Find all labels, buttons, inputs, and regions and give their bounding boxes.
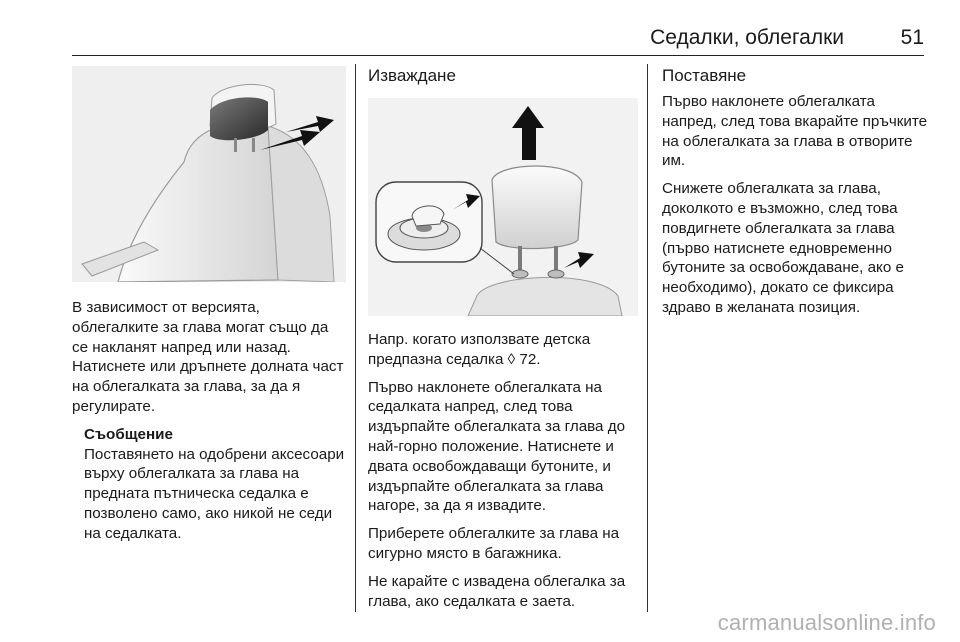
watermark-text: carmanualsonline.info xyxy=(717,610,936,635)
body-paragraph: Първо наклонете облегалката напред, след това вкарайте пръчките на облегалката за глава в отворите им. xyxy=(662,93,928,170)
section-heading-removal: Изваждане xyxy=(368,66,456,85)
column-3 xyxy=(662,62,932,326)
page-header xyxy=(72,22,924,54)
body-paragraph: Не карайте с извадена облегалка за глава, ако седалката е заета. xyxy=(368,572,626,610)
section-title: Седалки, облегалки xyxy=(650,26,844,49)
column-2 xyxy=(368,62,638,619)
header-rule xyxy=(72,55,924,56)
headrest-tilt-illustration xyxy=(72,66,346,282)
column-divider-2 xyxy=(647,64,648,612)
body-paragraph: Приберете облегалките за глава на сигурно място в багажника. xyxy=(368,525,620,562)
notice-title: Съобщение xyxy=(84,425,173,443)
body-paragraph: Първо наклонете облегалката на седалката напред, след това издърпайте облегалката за глава до най-горно положение. Натиснете и двата освобождаващи бутоните, и издърпайте облегалката за глава нагоре, за да я извадите. xyxy=(368,378,626,515)
body-paragraph: Снижете облегалката за глава, доколкото е възможно, след това повдигнете облегалката за глава (първо натиснете едновременно бутоните за освобождаване, ако е необходимо), докато се фиксира здраво в желаната позиция. xyxy=(662,180,904,316)
body-paragraph: Напр. когато използвате детска предпазна седалка ◊ 72. xyxy=(368,331,591,368)
body-paragraph: В зависимост от версията, облегалките за глава могат също да се накланят напред или назад. Натиснете или дръпнете долната част на облегалката за глава, за да я регулирате. xyxy=(72,299,344,415)
page-number: 51 xyxy=(900,26,924,49)
column-1 xyxy=(72,62,346,544)
column-divider-1 xyxy=(355,64,356,612)
notice-text: Поставянето на одобрени аксесоари върху облегалката за глава на предната пътническа седалка е позволено само, ако никой не седи на седалката. xyxy=(84,445,345,542)
notice-box xyxy=(84,425,346,544)
section-heading-installation: Поставяне xyxy=(662,66,747,85)
headrest-removal-illustration xyxy=(368,98,638,316)
